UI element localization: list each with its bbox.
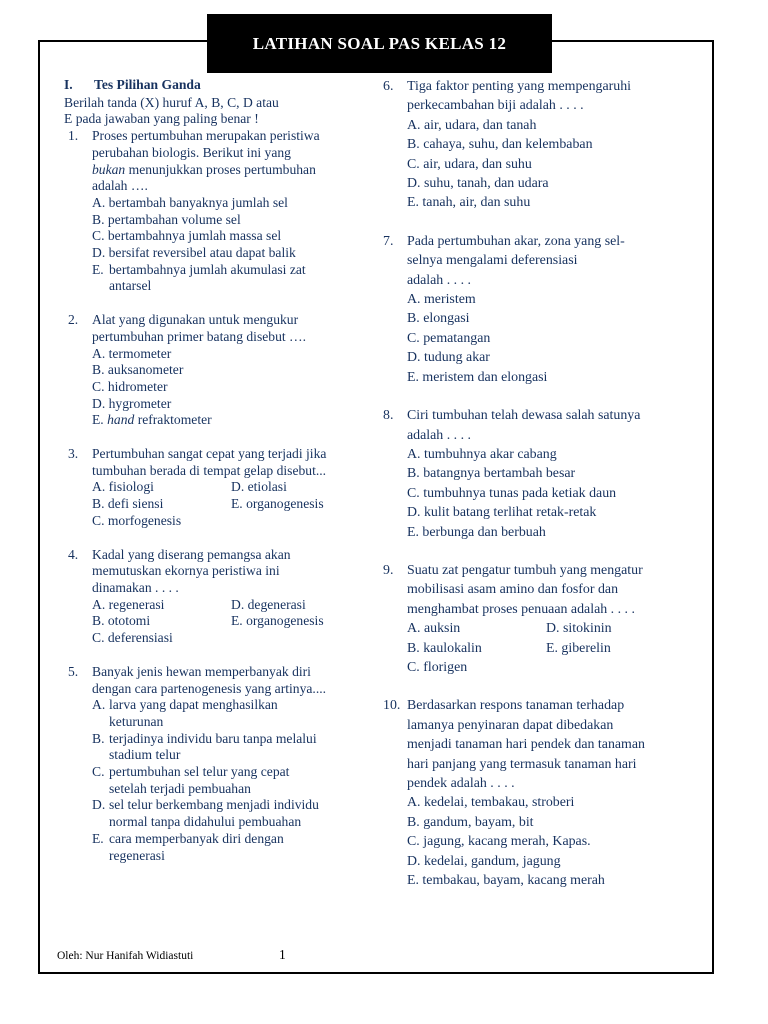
option-e [92, 412, 374, 429]
options-grid [92, 597, 374, 647]
question-text: memutuskan ekornya peristiwa ini [92, 563, 280, 579]
option-text: keturunan [109, 713, 164, 729]
option-e [92, 262, 374, 295]
option-e: E. berbunga dan berbuah [407, 524, 546, 540]
question-text: Pada pertumbuhan akar, zona yang sel- [407, 233, 625, 249]
option-a: A. auksin [407, 621, 461, 637]
question-text: menghambat proses penuaan adalah . . . . [407, 601, 635, 617]
option-b: B. kaulokalin [407, 640, 482, 656]
option-text: normal tanpa didahului pembuahan [109, 814, 302, 830]
question-number: 10. [383, 698, 401, 714]
question-text: selnya mengalami deferensiasi [407, 253, 578, 269]
option-b: B. batangnya bertambah besar [407, 466, 576, 482]
option-letter: D. [92, 797, 106, 813]
question-number: 8. [383, 408, 394, 424]
question-text: Kadal yang diserang pemangsa akan [92, 546, 291, 562]
option-d: D. etiolasi [231, 479, 287, 495]
option-a: A. air, udara, dan tanah [407, 117, 537, 133]
option-a: A. kedelai, tembakau, stroberi [407, 795, 575, 811]
option-c: C. bertambahnya jumlah massa sel [92, 228, 282, 244]
question-2 [64, 312, 374, 429]
question-text: Proses pertumbuhan merupakan peristiwa [92, 128, 320, 144]
option-d: D. degenerasi [231, 596, 306, 612]
question-text: Ciri tumbuhan telah dewasa salah satunya [407, 408, 641, 424]
option-d: D. sitokinin [546, 621, 612, 637]
question-number: 2. [68, 312, 79, 328]
option-e: E. organogenesis [231, 496, 324, 512]
option-b: B. cahaya, suhu, dan kelembaban [407, 137, 593, 153]
emphasis-text: bukan [92, 161, 126, 177]
option-letter: B. [92, 730, 105, 746]
page-number: 1 [279, 947, 286, 962]
question-text: pertumbuhan primer batang disebut …. [92, 328, 307, 344]
option-e: E. meristem dan elongasi [407, 369, 548, 385]
option-a: A. bertambah banyaknya jumlah sel [92, 194, 288, 210]
question-text [92, 162, 374, 179]
question-10 [383, 696, 683, 890]
option-b: B. gandum, bayam, bit [407, 814, 534, 830]
right-column [383, 77, 683, 890]
question-text-rest: menunjukkan proses pertumbuhan [125, 161, 316, 177]
emphasis-text: hand [107, 412, 135, 428]
section-heading [64, 77, 374, 94]
question-text: pendek adalah . . . . [407, 776, 515, 791]
options-grid [407, 619, 683, 677]
question-9 [383, 561, 683, 677]
option-e: E. tembakau, bayam, kacang merah [407, 873, 605, 889]
question-text: Alat yang digunakan untuk mengukur [92, 312, 299, 328]
footer-author: Oleh: Nur Hanifah Widiastuti [57, 950, 194, 962]
option-text: antarsel [109, 278, 152, 294]
instruction-line-1: Berilah tanda (X) huruf A, B, C, D atau [64, 94, 279, 110]
option-e: E. giberelin [546, 640, 611, 656]
option-c: C. morfogenesis [92, 512, 182, 528]
left-column [64, 77, 374, 864]
option-d [92, 797, 374, 830]
option-text: stadium telur [109, 747, 181, 763]
question-text: lamanya penyinaran dapat dibedakan [407, 717, 614, 733]
question-6 [383, 77, 683, 213]
option-c: C. jagung, kacang merah, Kapas. [407, 834, 591, 850]
option-b: B. defi siensi [92, 496, 164, 512]
question-number: 1. [68, 128, 79, 144]
option-a: A. termometer [92, 345, 172, 361]
question-number: 6. [383, 79, 394, 94]
question-text: adalah …. [92, 178, 148, 194]
question-text: Banyak jenis hewan memperbanyak diri [92, 663, 311, 679]
question-number: 7. [383, 233, 394, 249]
question-text: dengan cara partenogenesis yang artinya.... [92, 680, 327, 696]
option-text: sel telur berkembang menjadi individu [109, 797, 319, 813]
question-4 [64, 547, 374, 647]
question-number: 5. [68, 663, 79, 679]
option-a: A. fisiologi [92, 479, 154, 495]
option-b: B. auksanometer [92, 362, 184, 378]
question-text: dinamakan . . . . [92, 579, 179, 595]
option-letter: E. [92, 830, 104, 846]
section-title: Tes Pilihan Ganda [94, 77, 201, 92]
option-c: C. pematangan [407, 330, 491, 346]
question-text: Pertumbuhan sangat cepat yang terjadi jika [92, 446, 327, 462]
question-text: perubahan biologis. Berikut ini yang [92, 144, 291, 160]
option-text: pertumbuhan sel telur yang cepat [109, 764, 290, 780]
option-letter: E. [92, 261, 104, 277]
question-7 [383, 232, 683, 387]
instruction-line-2: E pada jawaban yang paling benar ! [64, 111, 259, 127]
option-b: B. ototomi [92, 613, 151, 629]
question-number: 3. [68, 446, 79, 462]
option-e: E. tanah, air, dan suhu [407, 195, 531, 211]
option-a: A. regenerasi [92, 596, 165, 612]
option-text: refraktometer [134, 412, 212, 428]
question-text: adalah . . . . [407, 427, 472, 443]
question-3 [64, 446, 374, 530]
question-text: tumbuhan berada di tempat gelap disebut... [92, 462, 327, 478]
question-1 [64, 128, 374, 295]
option-text: terjadinya individu baru tanpa melalui [109, 730, 317, 746]
option-d: D. kedelai, gandum, jagung [407, 853, 561, 869]
option-d: D. hygrometer [92, 395, 172, 411]
option-d: D. suhu, tanah, dan udara [407, 176, 549, 192]
question-number: 9. [383, 562, 394, 578]
option-text: setelah terjadi pembuahan [109, 780, 251, 796]
option-b: B. elongasi [407, 311, 470, 327]
question-text: Suatu zat pengatur tumbuh yang mengatur [407, 562, 643, 578]
option-c: C. hidrometer [92, 378, 168, 394]
question-5 [64, 664, 374, 864]
option-d: D. bersifat reversibel atau dapat balik [92, 245, 296, 261]
question-number: 4. [68, 546, 79, 562]
option-text: bertambahnya jumlah akumulasi zat [109, 261, 306, 277]
question-text: Berdasarkan respons tanaman terhadap [407, 698, 625, 714]
option-d: D. kulit batang terlihat retak-retak [407, 505, 597, 521]
option-text: regenerasi [109, 847, 165, 863]
option-c: C. florigen [407, 659, 468, 675]
option-a: A. meristem [407, 292, 476, 308]
question-text: Tiga faktor penting yang mempengaruhi [407, 79, 632, 94]
option-text: larva yang dapat menghasilkan [109, 697, 278, 713]
question-text: hari panjang yang termasuk tanaman hari [407, 756, 637, 772]
question-8 [383, 406, 683, 542]
option-b: B. pertambahan volume sel [92, 211, 241, 227]
option-a: A. tumbuhnya akar cabang [407, 446, 557, 462]
option-c: C. tumbuhnya tunas pada ketiak daun [407, 485, 617, 501]
question-text: mobilisasi asam amino dan fosfor dan [407, 582, 619, 598]
option-letter: E. [92, 412, 104, 428]
option-b [92, 731, 374, 764]
options-grid [92, 479, 374, 529]
option-e: E. organogenesis [231, 613, 324, 629]
option-c: C. air, udara, dan suhu [407, 156, 532, 172]
page-title: LATIHAN SOAL PAS KELAS 12 [207, 14, 552, 73]
option-a [92, 697, 374, 730]
option-c [92, 764, 374, 797]
question-text: menjadi tanaman hari pendek dan tanaman [407, 737, 645, 753]
option-letter: C. [92, 764, 105, 780]
option-letter: A. [92, 697, 106, 713]
question-text: adalah . . . . [407, 272, 472, 288]
option-c: C. deferensiasi [92, 630, 173, 646]
section-number: I. [64, 77, 73, 92]
option-text: cara memperbanyak diri dengan [109, 830, 284, 846]
question-text: perkecambahan biji adalah . . . . [407, 98, 584, 114]
option-d: D. tudung akar [407, 350, 490, 366]
option-e [92, 831, 374, 864]
